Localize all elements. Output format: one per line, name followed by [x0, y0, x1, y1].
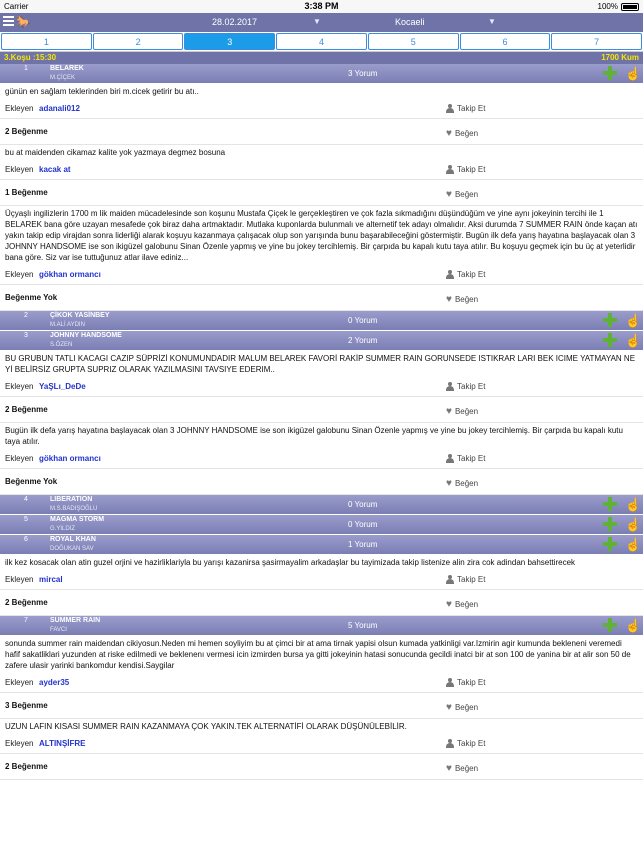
follow-label: Takip Et: [457, 270, 486, 279]
comment-count: 0 Yorum: [348, 520, 378, 529]
follow-label: Takip Et: [457, 104, 486, 113]
hand-icon[interactable]: ☝: [625, 618, 642, 633]
horse-row[interactable]: [0, 331, 643, 351]
heart-icon: ♥: [446, 598, 452, 610]
heart-icon: ♥: [446, 405, 452, 417]
plus-icon[interactable]: [602, 536, 618, 552]
comment-author[interactable]: gökhan ormancı: [39, 454, 101, 463]
date-dropdown-icon[interactable]: ▼: [313, 17, 321, 26]
follow-button[interactable]: [446, 382, 485, 391]
horse-row[interactable]: [0, 515, 643, 535]
jockey-name: M.ALİ AYDIN: [50, 322, 85, 328]
date-selector[interactable]: 28.02.2017: [212, 17, 258, 27]
ekleyen-label: Ekleyen: [5, 382, 34, 391]
comment-likes: [0, 693, 643, 719]
tab-race-7[interactable]: 7: [551, 33, 642, 50]
horse-row[interactable]: [0, 64, 643, 84]
like-label: Beğen: [454, 764, 479, 773]
like-button[interactable]: [446, 295, 478, 304]
horse-number: 7: [24, 617, 28, 624]
ekleyen-label: Ekleyen: [5, 104, 34, 113]
comment-text: Bugün ilk defa yarış hayatına başlayacak olan 3 JOHNNY HANDSOME ise son ikigüzel galobunu Sinan Özenle yapmış ve yine bu jokey tercihlemiş. Bir çarpıda bu kapalı kutu taya atılır.: [5, 426, 623, 446]
battery-indicator: [598, 2, 639, 11]
comment-author[interactable]: ayder35: [39, 678, 70, 687]
follow-label: Takip Et: [457, 382, 486, 391]
comment-meta: [0, 375, 643, 397]
follow-label: Takip Et: [457, 678, 486, 687]
follow-label: Takip Et: [457, 739, 486, 748]
comment-likes: [0, 119, 643, 145]
tab-race-6[interactable]: 6: [460, 33, 551, 50]
person-icon: [446, 270, 454, 279]
follow-button[interactable]: [446, 678, 485, 687]
comment-count: 2 Yorum: [348, 336, 378, 345]
horse-row[interactable]: [0, 311, 643, 331]
comment-text: ilk kez kosacak olan atin guzel orjini ve hazirliklariyla bu yarışı kazanirsa şasirmayalim arkadaşlar bu tayimizada takip listenize alin zira cok adindan bahsettirecek: [5, 558, 576, 567]
jockey-name: G.YILDIZ: [50, 526, 76, 532]
horse-list: [0, 64, 643, 780]
comment-meta: [0, 263, 643, 285]
heart-icon: ♥: [446, 477, 452, 489]
horse-row[interactable]: [0, 495, 643, 515]
city-selector[interactable]: Kocaeli: [395, 17, 425, 27]
like-button[interactable]: [446, 190, 478, 199]
like-label: Beğen: [454, 295, 479, 304]
comment-author[interactable]: YaŞLı_DeDe: [39, 382, 86, 391]
comment-text: Üçyaşlı ingilizlerin 1700 m lik maiden mücadelesinde son koşunu Mustafa Çiçek le gerçekleştiren ve çok fazla sıkmadığını düşündüğüm ve yine aynı jokeyinin tercihi ile 1 BELAREK bana göre uzayan mesafede çok biraz daha artmaktadır. Mutlaka kuponlarda bulunmalı ve alternetif tek adayı olmalıdır. Aksi durumda 7 SUMMER RAIN önde kaçan atı yakın takip edip virajdan sonra liderliği alarak koşuyu kazanmaya çalışacak olup son yarışında bunu başarabileceğini göstermiştir. Bugün ilk defa yarış hayatına başlayacak olan 3 JOHNNY HANDSOME ise son ikigüzel galobunu Sinan Özenle yapmış ve yine bu jokey tercihlemiş. Bir çarpıda bu kapalı kutu taya atılır. Bu koşuyu geçmek için bu üç at yeterlidir bana göre. Siz var ise tuttuğunuz atlar ilave ediniz...: [5, 209, 638, 262]
like-count: 3 Beğenme: [5, 701, 48, 710]
person-icon: [446, 382, 454, 391]
like-button[interactable]: [446, 764, 478, 773]
comment-likes: [0, 469, 643, 495]
comment-text: BU GRUBUN TATLI KACAGI CAZIP SÜPRİZİ KONUMUNDADIR MALUM BELAREK FAVORİ RAKİP SUMMER RAIN GORUNSEDE ISTIKRAR LARI BEK ICIME YATMAYAN NE Yİ BELİRSİZ GRUPTA SUPRIZ OLARAK YAZILMASINI TAVSIYE EDERIM..: [5, 354, 636, 374]
plus-icon[interactable]: [602, 516, 618, 532]
menu-icon[interactable]: [3, 16, 14, 27]
comment-likes: [0, 397, 643, 423]
like-button[interactable]: [446, 479, 478, 488]
tab-race-2[interactable]: 2: [93, 33, 184, 50]
like-label: Beğen: [454, 600, 479, 609]
comment-meta: [0, 97, 643, 119]
comment-meta: [0, 732, 643, 754]
comment-text: bu at maidenden cikamaz kalite yok yazmaya degmez bosuna: [5, 148, 226, 157]
comment-count: 3 Yorum: [348, 69, 378, 78]
plus-icon[interactable]: [602, 617, 618, 633]
battery-icon: [621, 3, 639, 11]
like-count: 2 Beğenme: [5, 405, 48, 414]
horse-name: SUMMER RAIN: [50, 617, 101, 624]
horse-logo-icon: 🐎: [16, 15, 31, 29]
comment-count: 0 Yorum: [348, 500, 378, 509]
comment-meta: [0, 158, 643, 180]
jockey-name: FAVCI: [50, 627, 67, 633]
tab-race-4[interactable]: 4: [276, 33, 367, 50]
status-bar: [0, 0, 643, 13]
follow-button[interactable]: [446, 454, 485, 463]
hand-icon[interactable]: ☝: [625, 66, 642, 81]
person-icon: [446, 104, 454, 113]
tab-race-1[interactable]: 1: [1, 33, 92, 50]
hand-icon[interactable]: ☝: [625, 517, 642, 532]
plus-icon[interactable]: [602, 312, 618, 328]
follow-button[interactable]: [446, 165, 485, 174]
comment-likes: [0, 180, 643, 206]
horse-name: BELAREK: [50, 65, 84, 72]
heart-icon: ♥: [446, 127, 452, 139]
comment-count: 0 Yorum: [348, 316, 378, 325]
jockey-name: DOĞUKAN SAV: [50, 546, 94, 552]
horse-number: 2: [24, 312, 28, 319]
comment-count: 5 Yorum: [348, 621, 378, 630]
comment-likes: [0, 590, 643, 616]
person-icon: [446, 575, 454, 584]
comment-text: sonunda summer rain maidendan cikiyosun.Neden mi hemen soyliyim bu at çimci bir at ama tirnak yapisi olsun kumada yatkinligi var.Izmirin agir kumunda bekleneni veremedi hafif sakatliklari yuzunden at riske edilmedi ve beklenenı vermesi icin izmirden bursa ya gitti jokeyinin hatasi sonucunda gecildi inatci bir at son 100 de yanina bir at alir son 50 de zafere ulasir yarinki bankomdur kendisi.Saygilar: [5, 639, 631, 670]
plus-icon[interactable]: [602, 332, 618, 348]
race-tabs: [0, 32, 643, 52]
clock: 3:38 PM: [304, 1, 339, 11]
tab-race-3[interactable]: 3: [184, 33, 275, 50]
comment-author[interactable]: adanali012: [39, 104, 80, 113]
like-count: Beğenme Yok: [5, 477, 58, 486]
like-label: Beğen: [454, 129, 479, 138]
jockey-name: M.ÇİÇEK: [50, 75, 76, 81]
hand-icon[interactable]: ☝: [625, 333, 642, 348]
like-count: 2 Beğenme: [5, 127, 48, 136]
comment-likes: [0, 285, 643, 311]
person-icon: [446, 454, 454, 463]
follow-label: Takip Et: [457, 454, 486, 463]
hand-icon[interactable]: ☝: [625, 497, 642, 512]
tab-race-5[interactable]: 5: [368, 33, 459, 50]
horse-name: JOHNNY HANDSOME: [50, 332, 122, 339]
comment-count: 1 Yorum: [348, 540, 378, 549]
like-count: 2 Beğenme: [5, 762, 48, 771]
race-title: 3.Koşu :15:30: [4, 53, 57, 62]
person-icon: [446, 165, 454, 174]
horse-name: MAGMA STORM: [50, 516, 105, 523]
like-count: Beğenme Yok: [5, 293, 58, 302]
hand-icon[interactable]: ☝: [625, 537, 642, 552]
comment-author[interactable]: kacak at: [39, 165, 71, 174]
comment-meta: [0, 447, 643, 469]
ekleyen-label: Ekleyen: [5, 575, 34, 584]
heart-icon: ♥: [446, 188, 452, 200]
follow-button[interactable]: [446, 575, 485, 584]
horse-number: 5: [24, 516, 28, 523]
heart-icon: ♥: [446, 762, 452, 774]
horse-number: 4: [24, 496, 28, 503]
ekleyen-label: Ekleyen: [5, 454, 34, 463]
race-info-bar: [0, 52, 643, 64]
person-icon: [446, 739, 454, 748]
ekleyen-label: Ekleyen: [5, 165, 34, 174]
comment-author[interactable]: mircal: [39, 575, 63, 584]
comment-likes: [0, 754, 643, 780]
follow-label: Takip Et: [457, 165, 486, 174]
comment-text: UZUN LAFIN KISASI SUMMER RAIN KAZANMAYA ÇOK YAKIN.TEK ALTERNATİFİ OLARAK DÜŞÜNÜLEBİLİR.: [5, 722, 407, 731]
like-count: 1 Beğenme: [5, 188, 48, 197]
like-label: Beğen: [454, 703, 479, 712]
person-icon: [446, 678, 454, 687]
comment-text: günün en sağlam teklerinden biri m.cicek getirir bu atı..: [5, 87, 199, 96]
heart-icon: ♥: [446, 293, 452, 305]
comment-meta: [0, 671, 643, 693]
horse-number: 3: [24, 332, 28, 339]
horse-number: 6: [24, 536, 28, 543]
heart-icon: ♥: [446, 701, 452, 713]
hand-icon[interactable]: ☝: [625, 313, 642, 328]
ekleyen-label: Ekleyen: [5, 678, 34, 687]
carrier-label: Carrier: [4, 2, 29, 11]
ekleyen-label: Ekleyen: [5, 270, 34, 279]
comment-meta: [0, 568, 643, 590]
race-distance: 1700 Kum: [601, 53, 639, 62]
like-button[interactable]: [446, 600, 478, 609]
like-button[interactable]: [446, 407, 478, 416]
horse-row[interactable]: [0, 616, 643, 636]
like-label: Beğen: [454, 407, 479, 416]
jockey-name: S.ÖZEN: [50, 342, 73, 348]
follow-button[interactable]: [446, 739, 485, 748]
comment-author[interactable]: gökhan ormancı: [39, 270, 101, 279]
like-button[interactable]: [446, 129, 478, 138]
city-dropdown-icon[interactable]: ▼: [488, 17, 496, 26]
horse-name: ROYAL KHAN: [50, 536, 96, 543]
horse-name: ÇİKOK YASİNBEY: [50, 312, 110, 319]
follow-button[interactable]: [446, 104, 485, 113]
jockey-name: M.S.BADIŞOĞLU: [50, 506, 98, 512]
battery-percent: 100%: [597, 2, 618, 11]
like-label: Beğen: [454, 190, 479, 199]
plus-icon[interactable]: [602, 65, 618, 81]
follow-button[interactable]: [446, 270, 485, 279]
horse-number: 1: [24, 65, 28, 72]
like-button[interactable]: [446, 703, 478, 712]
like-label: Beğen: [454, 479, 479, 488]
plus-icon[interactable]: [602, 496, 618, 512]
like-count: 2 Beğenme: [5, 598, 48, 607]
follow-label: Takip Et: [457, 575, 486, 584]
ekleyen-label: Ekleyen: [5, 739, 34, 748]
horse-row[interactable]: [0, 535, 643, 555]
app-header: [0, 13, 643, 32]
comment-author[interactable]: ALTINŞİFRE: [39, 739, 86, 748]
horse-name: LIBERATION: [50, 496, 93, 503]
